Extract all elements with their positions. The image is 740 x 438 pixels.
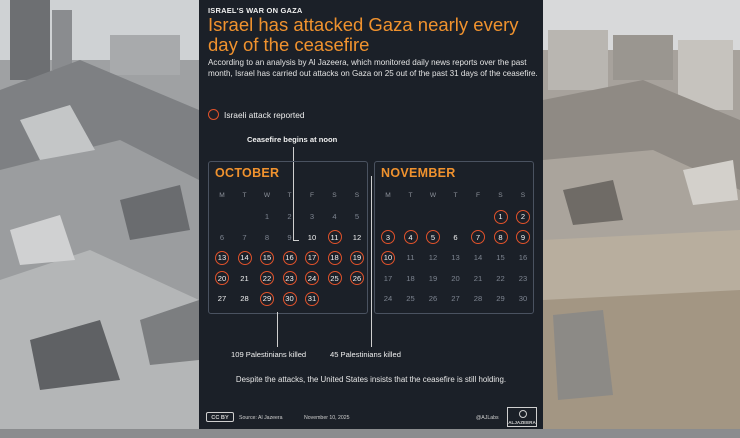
headline: Israel has attacked Gaza nearly every day of the ceasefire [208,14,519,55]
day-cell [211,248,233,268]
date-label: November 10, 2025 [304,415,350,421]
day-cell: 20 [451,273,460,283]
day-cell: 7 [242,232,247,242]
day-cell: 6 [453,232,458,242]
attack-day-marker: 31 [305,292,319,306]
day-cell: 26 [428,294,438,303]
day-cell: 2 [287,212,292,221]
day-cell [324,227,346,247]
day-cell [301,268,323,288]
day-cell: 3 [309,212,315,221]
weekday-header: S [332,191,337,199]
weekday-header: M [385,191,391,199]
month-name-october: OCTOBER [215,166,280,180]
day-cell [279,248,301,268]
day-cell: 24 [383,294,393,303]
day-cell [400,227,422,247]
credits-bar [199,405,543,429]
attack-day-marker: 8 [494,230,508,244]
day-cell [377,248,399,268]
day-cell: 21 [473,273,483,283]
footer-note: Despite the attacks, the United States insists that the ceasefire is still holding. [235,375,507,384]
day-cell [279,268,301,288]
day-cell: 12 [352,232,362,242]
day-cell [346,268,368,288]
weekday-header: W [429,191,437,199]
day-cell: 27 [217,294,227,303]
day-cell: 5 [354,212,360,221]
attack-day-marker: 1 [494,210,508,224]
attack-day-marker: 26 [350,271,364,285]
day-cell: 23 [518,273,528,283]
day-cell [301,248,323,268]
day-cell [256,289,278,309]
day-cell [346,248,368,268]
kicker-label: ISRAEL'S WAR ON GAZA [208,6,303,15]
day-cell: 29 [496,294,505,303]
november-calendar [374,161,534,314]
attack-day-marker: 22 [260,271,274,285]
attack-day-marker: 17 [305,251,319,265]
attack-day-marker: 14 [238,251,252,265]
day-cell [256,268,278,288]
day-cell: 21 [240,273,249,283]
day-cell: 8 [264,232,270,242]
attack-day-marker: 4 [404,230,418,244]
attack-day-marker: 30 [283,292,297,306]
attack-day-marker: 10 [381,251,395,265]
intro-paragraph: According to an analysis by Al Jazeera, which monitored daily news reports over the past month, Israel has carried out attacks on Gaza on 25 out of the past 31 days of the ceasefire. [208,58,538,79]
day-cell: 17 [383,273,393,283]
day-cell: 16 [518,253,528,262]
day-cell [490,207,512,227]
day-cell [324,248,346,268]
day-cell [422,227,444,247]
day-cell: 6 [219,232,225,242]
day-cell: 10 [307,232,317,242]
weekday-header: M [219,191,225,199]
attack-day-marker: 23 [283,271,297,285]
killed-october-label: 109 Palestinians killed [231,350,307,359]
day-cell [512,207,534,227]
weekday-header: T [408,191,413,199]
attack-day-marker: 20 [215,271,229,285]
ceasefire-note: Ceasefire begins at noon [247,135,338,144]
day-cell: 12 [428,253,438,262]
day-cell: 25 [406,294,415,303]
day-cell: 1 [264,212,270,221]
day-cell: 22 [496,273,505,283]
day-cell: 9 [287,232,292,242]
legend [208,109,305,120]
weekday-header: W [263,191,271,199]
legend-label: Israeli attack reported [224,109,305,120]
day-cell: 28 [240,294,249,303]
weekday-header: S [520,191,526,199]
day-cell: 30 [518,294,528,303]
killed-2-leader-line [371,176,372,347]
attack-day-marker: 24 [305,271,319,285]
day-cell: 13 [451,253,460,262]
day-cell: 27 [451,294,460,303]
weekday-header: F [475,191,481,199]
day-cell [256,248,278,268]
attack-day-marker: 29 [260,292,274,306]
attack-day-marker: 15 [260,251,274,265]
weekday-header: T [453,191,458,199]
day-cell: 28 [473,294,483,303]
day-cell [377,227,399,247]
rubble-photo-left [0,0,199,429]
day-cell [279,289,301,309]
attack-day-marker: 7 [471,230,485,244]
killed-1-leader-line [277,312,278,347]
aljazeera-logo-text: ALJAZEERA [508,420,536,425]
october-calendar [208,161,368,314]
weekday-header: T [287,191,292,199]
weekday-header: S [354,191,360,199]
attack-day-marker: 18 [328,251,342,265]
month-name-november: NOVEMBER [381,166,456,180]
day-cell: 19 [428,273,438,283]
handle-label: @AJLabs [476,415,499,421]
attack-day-marker: 13 [215,251,229,265]
day-cell: 11 [406,253,415,262]
attack-day-marker: 25 [328,271,342,285]
weekday-header: F [309,191,315,199]
day-cell: 18 [406,273,415,283]
day-cell [234,248,256,268]
aljazeera-logo-icon [519,410,527,418]
aljazeera-logo [507,407,537,427]
day-cell: 15 [496,253,505,262]
day-cell [467,227,489,247]
attack-day-marker: 19 [350,251,364,265]
attack-day-marker: 3 [381,230,395,244]
attack-day-marker: 5 [426,230,440,244]
cc-license-icon: CC BY [206,412,234,422]
weekday-header: T [242,191,247,199]
attack-ring-icon [208,109,219,120]
day-cell [490,227,512,247]
killed-november-label: 45 Palestinians killed [330,350,401,359]
source-label: Source: Al Jazeera [239,415,283,421]
infographic-panel [199,0,543,429]
attack-day-marker: 9 [516,230,530,244]
day-cell: 4 [332,212,337,221]
attack-day-marker: 2 [516,210,530,224]
day-cell: 14 [473,253,483,262]
attack-day-marker: 11 [328,230,342,244]
day-cell [301,289,323,309]
day-cell [512,227,534,247]
attack-day-marker: 16 [283,251,297,265]
day-cell [324,268,346,288]
weekday-header: S [498,191,503,199]
rubble-photo-right [543,0,740,429]
day-cell [211,268,233,288]
